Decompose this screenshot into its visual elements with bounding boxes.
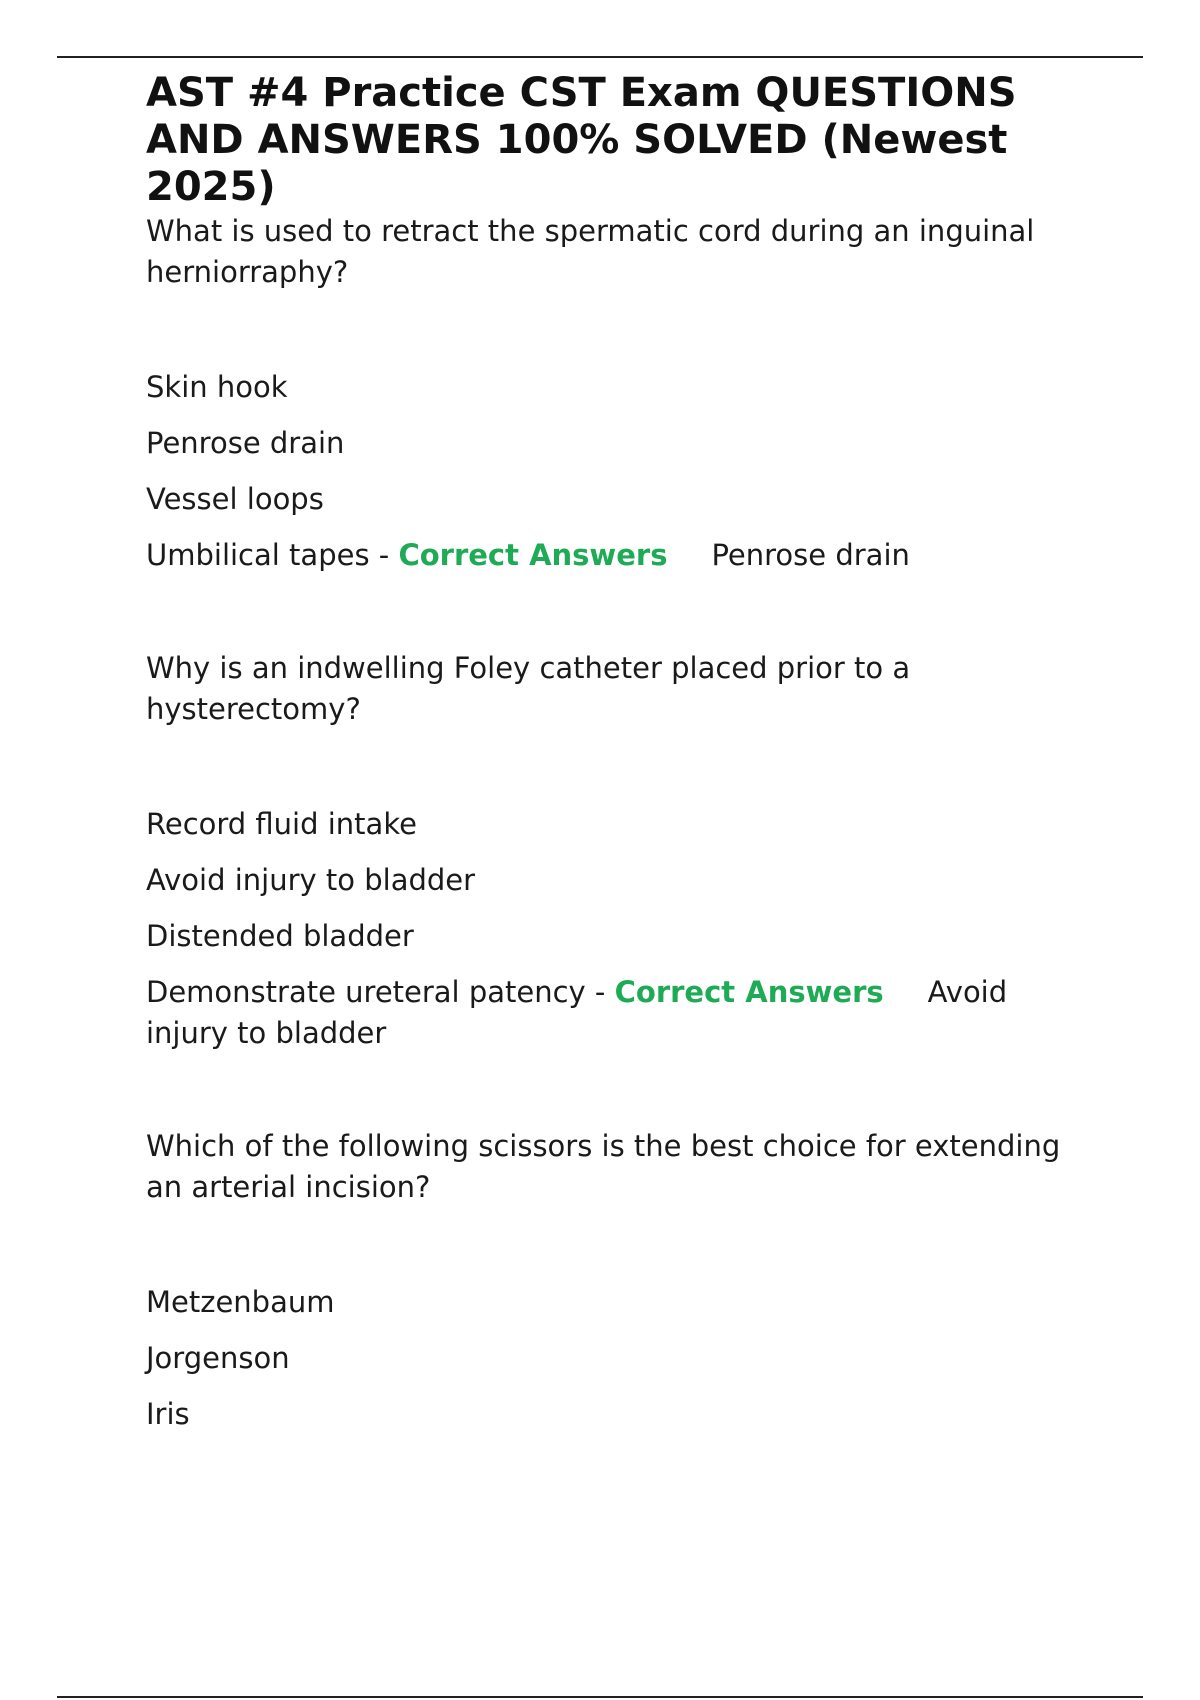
option-item: Umbilical tapes: [146, 538, 370, 572]
question-text: What is used to retract the spermatic cord during an inguinal herniorraphy?: [146, 214, 1035, 289]
option-item: Distended bladder: [146, 919, 414, 953]
option-item: Jorgenson: [146, 1341, 290, 1375]
top-divider: [57, 56, 1143, 58]
question-block-2: [146, 648, 1086, 1054]
question-text: Why is an indwelling Foley catheter placed prior to a hysterectomy?: [146, 651, 911, 726]
question-block-3: [146, 1126, 1086, 1435]
document-body: [146, 70, 1086, 1507]
option-item: Skin hook: [146, 370, 288, 404]
option-item: Avoid injury to bladder: [146, 863, 476, 897]
option-item: Vessel loops: [146, 482, 324, 516]
option-item: Demonstrate ureteral patency: [146, 975, 586, 1009]
option-with-answer: [146, 535, 1086, 576]
correct-answers-label: Correct Answers: [614, 975, 884, 1009]
question-block-1: [146, 211, 1086, 576]
option-with-answer: [146, 972, 1086, 1054]
question-text: Which of the following scissors is the best choice for extending an arterial incision?: [146, 1129, 1061, 1204]
answer-separator: -: [369, 538, 399, 572]
option-item: Metzenbaum: [146, 1285, 335, 1319]
answer-text: Penrose drain: [711, 538, 910, 572]
bottom-divider: [57, 1696, 1143, 1698]
option-item: Penrose drain: [146, 426, 345, 460]
option-item: Iris: [146, 1397, 190, 1431]
correct-answers-label: Correct Answers: [398, 538, 668, 572]
answer-separator: -: [585, 975, 615, 1009]
option-item: Record fluid intake: [146, 807, 417, 841]
answer-text: Avoid injury to bladder: [146, 975, 1008, 1050]
document-title: AST #4 Practice CST Exam QUESTIONS AND ANSWERS 100% SOLVED (Newest 2025): [146, 70, 1017, 210]
